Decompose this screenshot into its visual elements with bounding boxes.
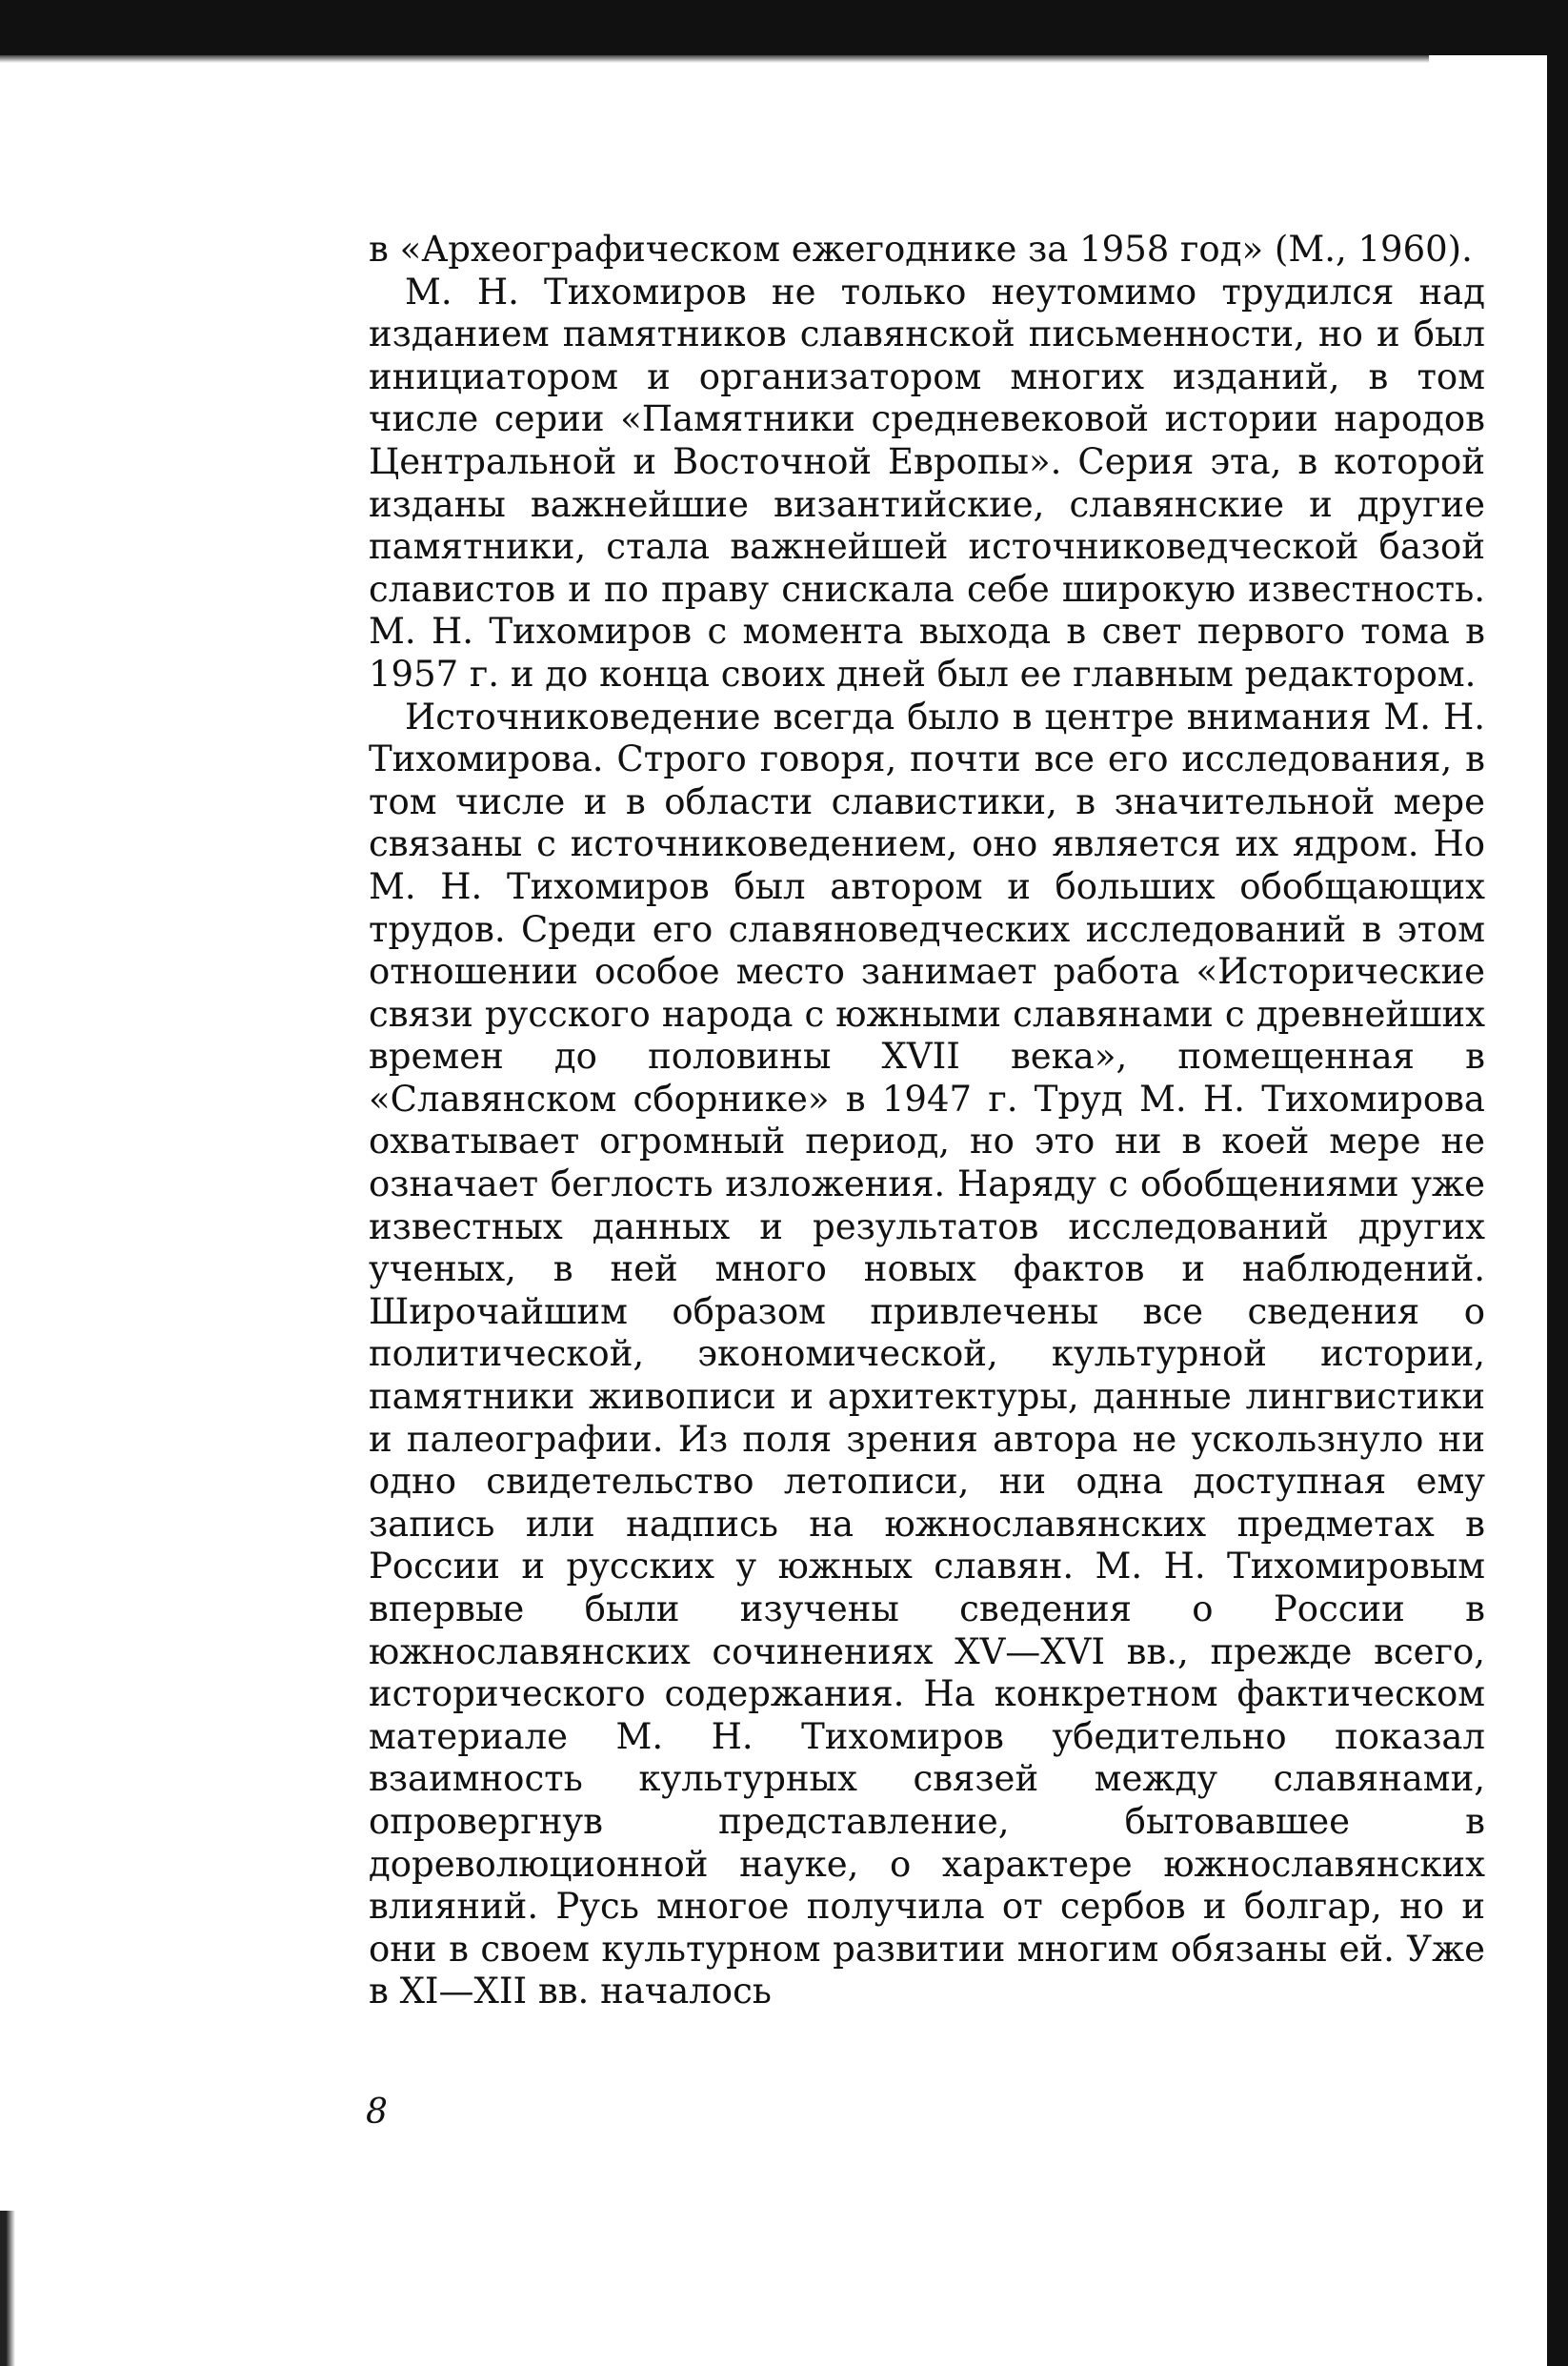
paragraph-source-studies: Источниковедение всегда было в центре внимания М. Н. Тихомирова. Строго говоря, почти все его исследования, в том числе и в области славистики, в значительной мере связаны с источниковедением, оно является их ядром. Но М. Н. Тихомиров был автором и больших обобщающих трудов. Среди его славяноведческих исследований в этом отношении особое место занимает работа «Исторические связи русского народа с южными славянами с древнейших времен до половины XVII века», помещенная в «Славянском сборнике» в 1947 г. Труд М. Н. Тихомирова охватывает огромный период, но это ни в коей мере не означает беглость изложения. Наряду с обобщениями уже известных данных и результатов исследований других ученых, в ней много новых фактов и наблюдений. Широчайшим образом привлечены все сведения о политической, экономической, культурной истории, памятники живописи и архитектуры, данные лингвистики и палеографии. Из поля зрения автора не ускользнуло ни одно свидетельство летописи, ни одна доступная ему запись или надпись на южнославянских предметах в России и русских у южных славян. М. Н. Тихомировым впервые были изучены сведения о России в южнославянских сочинениях XV—XVI вв., прежде всего, исторического содержания. На конкретном фактическом материале М. Н. Тихомиров убедительно показал взаимность культурных связей между славянами, опровергнув представление, бытовавшее в дореволюционной науке, о характере южнославянских влияний. Русь многое получила от сербов и болгар, но и они в своем культурном развитии многим обязаны ей. Уже в XI—XII вв. началось — [369, 696, 1485, 2012]
paragraph-continuation: в «Археографическом ежегоднике за 1958 год» (М., 1960). — [369, 229, 1473, 270]
scan-border-right — [1547, 0, 1568, 2366]
scan-border-top — [0, 0, 1568, 55]
page-body — [369, 229, 1485, 2013]
scan-edge-left — [0, 2211, 15, 2366]
page-number: 8 — [366, 2093, 388, 2132]
paragraph-tikhomirov-editions: М. Н. Тихомиров не только неутомимо трудился над изданием памятников славянской письменности, но и был инициатором и организатором многих изданий, в том числе серии «Памятники средневековой истории народов Центральной и Восточной Европы». Серия эта, в которой изданы важнейшие византийские, славянские и другие памятники, стала важнейшей источниковедческой базой славистов и по праву снискала себе широкую известность. М. Н. Тихомиров с момента выхода в свет первого тома в 1957 г. и до конца своих дней был ее главным редактором. — [369, 271, 1485, 695]
